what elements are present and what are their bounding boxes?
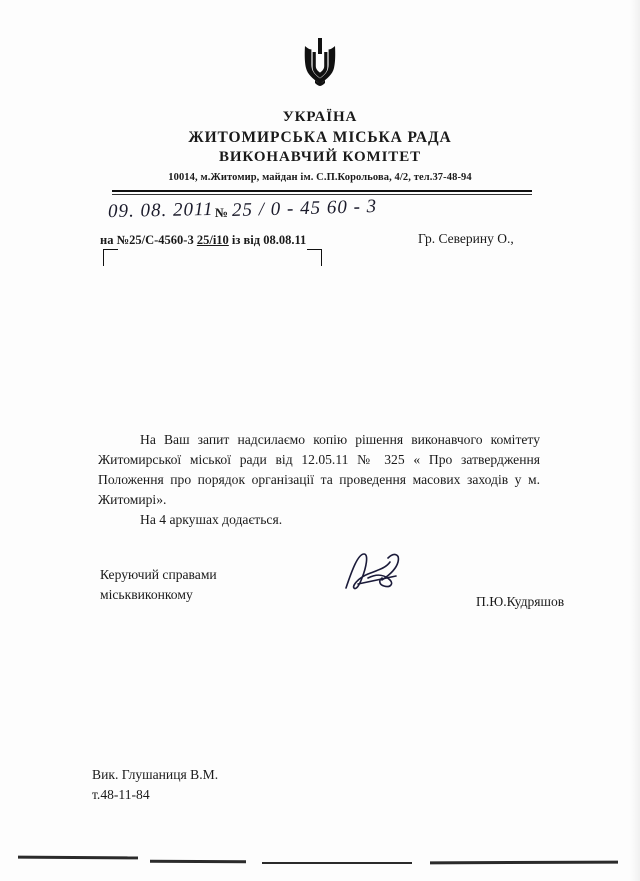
scan-artifact <box>18 856 138 860</box>
handwritten-date: 09. 08. 2011 <box>107 198 214 223</box>
executor-name: Вик. Глушаниця В.М. <box>92 767 219 782</box>
reference-value: 25/С-4560-3 <box>129 233 194 247</box>
reference-underlined: 25/і10 <box>196 233 229 247</box>
handwritten-signature <box>338 548 412 596</box>
bracket-right <box>307 249 322 266</box>
reference-suffix: із від 08.08.11 <box>231 233 307 247</box>
page-edge-shadow <box>630 0 640 881</box>
scan-artifact <box>150 860 246 864</box>
header-line-country: УКРАЇНА <box>282 109 358 125</box>
reference-line <box>100 233 306 248</box>
header-line-committee: ВИКОНАВЧИЙ КОМІТЕТ <box>218 149 422 166</box>
signatory-position <box>100 565 217 604</box>
addressee: Гр. Северину О., <box>418 231 514 246</box>
header-divider-thick <box>112 190 532 192</box>
header-divider-thin <box>112 194 532 195</box>
handwritten-number: 25 / 0 - 45 60 - 3 <box>231 195 378 222</box>
number-symbol: № <box>215 205 229 220</box>
signatory-position-line2: міськвиконкому <box>100 586 193 602</box>
bracket-left <box>103 249 118 266</box>
executor-block <box>92 765 218 806</box>
scan-artifact <box>262 862 412 864</box>
body-paragraph-1: На Ваш запит надсилаємо копію рішення виконавчого комітету Житомирської міської ради від 12.05.11 № 325 « Про затвердження Положення про порядок організації та проведення масових заходів у м. Житомирі». <box>98 432 540 508</box>
scan-artifact <box>430 861 618 865</box>
executor-phone: т.48-11-84 <box>92 787 150 803</box>
signatory-position-line1: Керуючий справами <box>100 567 217 582</box>
header-line-council: ЖИТОМИРСЬКА МІСЬКА РАДА <box>188 128 452 146</box>
address-line: 10014, м.Житомир, майдан ім. С.П.Корольова, 4/2, тел.37-48-94 <box>168 172 472 183</box>
signatory-name: П.Ю.Кудряшов <box>476 594 565 609</box>
organization-header <box>0 108 640 168</box>
reference-prefix: на № <box>100 233 130 247</box>
ukraine-trident-emblem <box>297 36 343 100</box>
emblem-container <box>0 36 640 105</box>
letter-body <box>98 430 540 531</box>
body-paragraph-2: На 4 аркушах додається. <box>140 512 283 528</box>
